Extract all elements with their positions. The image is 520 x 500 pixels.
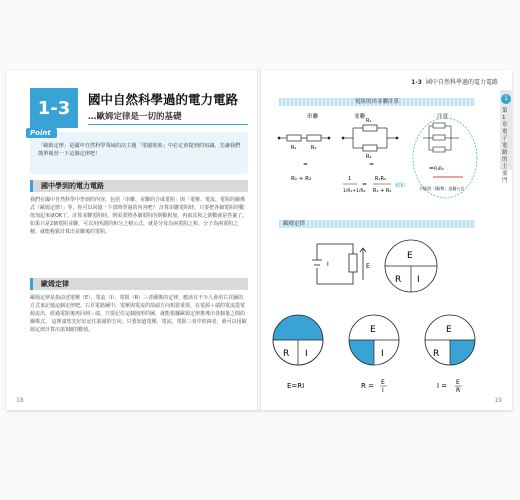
- circleI-R: R: [433, 349, 440, 359]
- ohm-circuit: [312, 244, 366, 284]
- note-warning: 不能用「積/和」這個公式: [419, 186, 465, 191]
- point-tag: Point: [26, 128, 57, 138]
- page-number-left: 18: [16, 397, 24, 404]
- eq-R-lhs: R =: [361, 382, 374, 390]
- eq-I-lhs: I =: [437, 382, 448, 390]
- point-text: 「歐姆定律」是國中自然科學領域的次主題「電磁現象」中必定會提到的知識。先讓我們簡單複習一下這個定律吧！: [38, 143, 241, 157]
- title-underline: [88, 124, 248, 125]
- ohm-circle-main: [385, 240, 437, 292]
- product: R₁R₂: [375, 176, 386, 182]
- left-page: [6, 70, 259, 410]
- series-r1: R₁: [291, 145, 297, 151]
- chapter-tab-number: 1: [501, 94, 511, 104]
- figure-bar-resistance: 電阻的串並聯計算: [279, 98, 475, 106]
- running-head-number: 1-3: [411, 79, 422, 86]
- running-head: [411, 77, 498, 86]
- svg-text:1: 1: [348, 176, 352, 182]
- ohm-circle-R: [349, 315, 399, 365]
- label-note: 注意: [437, 114, 449, 120]
- label-parallel: 並聯: [354, 114, 366, 120]
- ohm-law-figures: [259, 230, 489, 410]
- circleR-I: I: [381, 349, 384, 359]
- main-R: R: [395, 275, 402, 285]
- page-number-right: 19: [494, 397, 502, 404]
- series-sum: R₁ + R₂: [291, 176, 312, 182]
- section-number-badge: 1-3: [30, 88, 78, 128]
- circleE-I: I: [305, 349, 308, 359]
- section-body-circuits: 我們在國中自然科學中學到的內容，包括「串聯、並聯的合成電阻」與「電壓、電流、電阻的關係式（歐姆定律）」等，你可以回憶一下當時學過的內容吧？ 計算串聯電阻時，只要把各個電阻的數值加起來就OK了。計算並聯電阻時，則需要將各個電阻的倒數相加，再取其和之倒數就是答案了。如果只是2個電阻並聯，可以用所謂的和分之積公式，就是分母為兩電阻之和，分子為兩電阻之積，就能輕鬆計算出並聯後的電阻。: [30, 197, 248, 235]
- eq-R-den: I: [382, 387, 384, 394]
- running-head-title: 國中自然科學過的電力電路: [425, 79, 498, 86]
- sum-denominator: R₁ + R₂: [373, 188, 392, 194]
- circleE-R: R: [283, 349, 290, 359]
- circuit-current-label: I: [327, 261, 329, 268]
- series-r2: R₂: [311, 145, 317, 151]
- svg-text:1/R₁+1/R₂: 1/R₁+1/R₂: [343, 189, 366, 194]
- parallel-r2: R₂: [366, 154, 372, 160]
- ohm-circle-E: [273, 315, 323, 365]
- main-E: E: [407, 251, 413, 261]
- series-eq: =: [303, 161, 309, 168]
- eq-I-den: R: [456, 387, 461, 394]
- label-series: 串聯: [307, 114, 319, 120]
- resistance-diagram: [259, 108, 489, 218]
- note-eq: =: [429, 165, 435, 172]
- section-body-ohm: 歐姆定律是指前述電壓（E）、電流（I）、電阻（R）三者關係的定律，應該有不少人會用右頁圖的方式來記憶這個定律吧。右頁電路圖中，電壓與電流的箭頭方向相當重要，在電源＋端的電流從電源流出，經過電阻後再回到－端。只要記住這個圓形的圖，就能根據歐姆定律推導出各個量之間的關係式。 這裡請您先好好記住箭頭的方向，只要知道電壓、電流、電阻三者中的兩者，就可以用歐姆定律計算出第3個的數值。: [30, 295, 247, 333]
- main-I: I: [417, 275, 420, 285]
- page-subtitle: …歐姆定律是一切的基礎: [88, 112, 182, 122]
- note-circuit: [423, 123, 459, 152]
- note-product: R₁R₂: [434, 167, 444, 172]
- book-spread: [6, 70, 512, 410]
- right-page: [259, 70, 512, 410]
- section-heading-circuits: 國中學到的電力電路: [30, 180, 248, 192]
- parallel-r1: R₁: [366, 118, 372, 124]
- circleI-E: E: [446, 325, 452, 335]
- point-box: [30, 129, 248, 174]
- circuit-voltage-label: E: [366, 263, 370, 270]
- figure-bar-ohm: 歐姆定律: [279, 220, 475, 228]
- eq-E: E=RI: [287, 382, 305, 390]
- parallel-eq: =: [369, 161, 375, 168]
- series-circuit: [278, 135, 330, 141]
- formula-note: 積和: [395, 183, 406, 189]
- chapter-tab-text: 第1章 電子電路的主要門: [502, 108, 508, 184]
- parallel-circuit: [342, 125, 398, 151]
- parallel-eq-2: =: [362, 181, 368, 188]
- section-heading-ohm: 歐姆定律: [30, 278, 248, 290]
- eq-I-num: E: [456, 379, 460, 386]
- eq-R-num: E: [381, 379, 385, 386]
- circleR-E: E: [370, 325, 376, 335]
- page-title: 國中自然科學過的電力電路: [88, 92, 239, 107]
